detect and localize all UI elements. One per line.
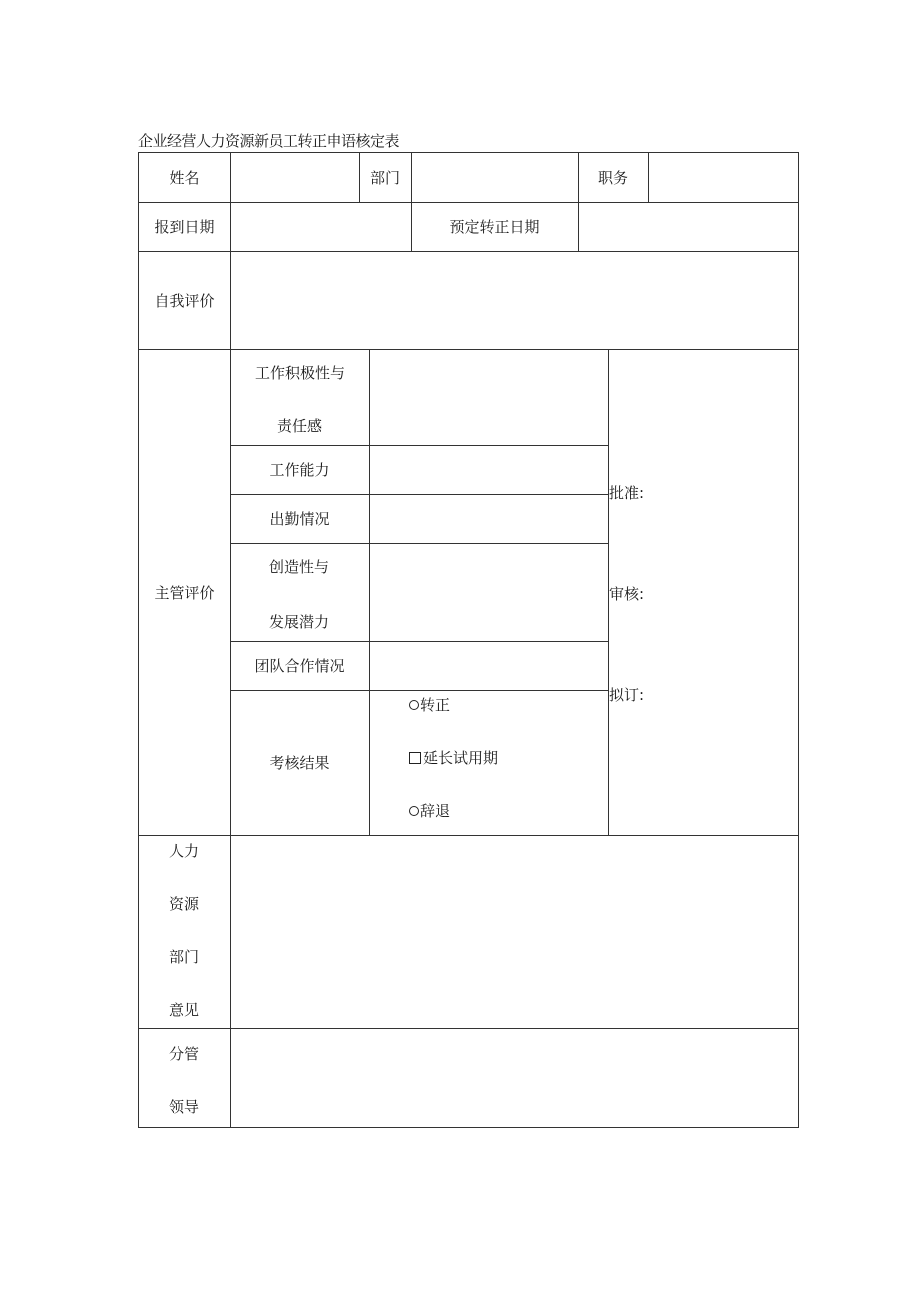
self-eval-input[interactable] <box>231 252 797 348</box>
ability-input[interactable] <box>370 446 607 493</box>
hr-opinion-label: 部门 <box>169 948 200 966</box>
hr-opinion-label: 人力 <box>169 842 200 860</box>
report-date-input[interactable] <box>231 203 410 250</box>
leader-label: 领导 <box>169 1098 200 1116</box>
option-label: 辞退 <box>420 802 451 820</box>
option-label: 延长试用期 <box>423 749 499 767</box>
form-table <box>138 152 799 1128</box>
result-label: 考核结果 <box>269 754 330 772</box>
position-input[interactable] <box>649 154 797 201</box>
option-extend[interactable] <box>409 749 498 767</box>
attendance-input[interactable] <box>370 495 607 542</box>
report-date-label: 报到日期 <box>154 218 215 236</box>
item-label: 出勤情况 <box>269 510 330 528</box>
creativity-input[interactable] <box>370 544 607 640</box>
option-dismiss[interactable] <box>409 802 450 820</box>
dept-label: 部门 <box>369 169 400 187</box>
leader-label: 分管 <box>169 1045 200 1063</box>
radio-icon[interactable] <box>409 700 419 710</box>
approve-label: 批准: <box>609 484 645 502</box>
dept-input[interactable] <box>412 154 577 201</box>
item-label: 责任感 <box>277 417 323 435</box>
hr-opinion-label: 资源 <box>169 895 200 913</box>
draft-label: 拟订: <box>609 686 645 704</box>
checkbox-icon[interactable] <box>409 752 421 764</box>
hr-opinion-input[interactable] <box>231 836 797 1027</box>
option-confirm[interactable] <box>409 696 450 714</box>
supervisor-eval-label: 主管评价 <box>154 583 215 602</box>
hr-opinion-label: 意见 <box>169 1001 200 1019</box>
self-eval-label: 自我评价 <box>154 291 215 310</box>
document-title: 企业经营人力资源新员工转正申语核定表 <box>138 132 400 150</box>
teamwork-input[interactable] <box>370 642 607 689</box>
item-label: 工作积极性与 <box>255 364 346 382</box>
option-label: 转正 <box>420 696 451 714</box>
planned-date-label: 预定转正日期 <box>449 218 540 236</box>
review-label: 审核: <box>609 585 645 603</box>
name-label: 姓名 <box>169 169 200 187</box>
leader-input[interactable] <box>231 1029 797 1126</box>
radio-icon[interactable] <box>409 806 419 816</box>
item-label: 团队合作情况 <box>254 657 345 675</box>
enthusiasm-input[interactable] <box>370 350 607 444</box>
item-label: 工作能力 <box>269 461 330 479</box>
name-input[interactable] <box>231 154 358 201</box>
planned-date-input[interactable] <box>579 203 797 250</box>
item-label: 发展潜力 <box>269 613 330 631</box>
position-label: 职务 <box>597 169 628 187</box>
item-label: 创造性与 <box>269 558 330 576</box>
